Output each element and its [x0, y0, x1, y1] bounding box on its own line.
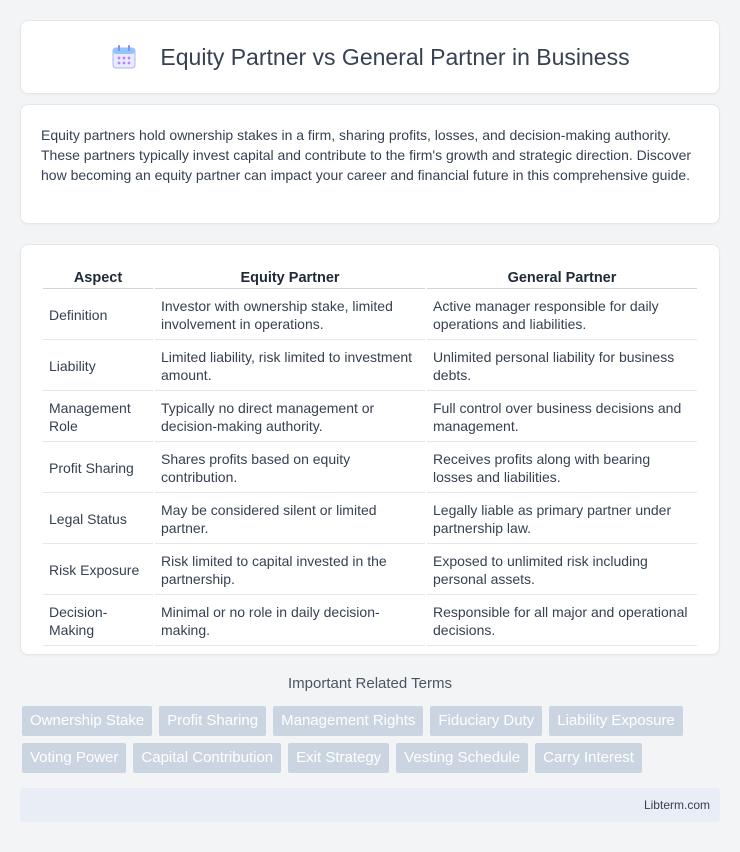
equity-cell: Risk limited to capital invested in the partnership. [155, 546, 425, 595]
aspect-cell: Liability [43, 342, 153, 391]
table-row [43, 546, 697, 595]
tag-row [22, 706, 722, 736]
aspect-cell: Decision-Making [43, 597, 153, 646]
equity-cell: Investor with ownership stake, limited involvement in operations. [155, 291, 425, 340]
aspect-cell: Profit Sharing [43, 444, 153, 493]
general-cell: Unlimited personal liability for business debts. [427, 342, 697, 391]
equity-cell: Typically no direct management or decision-making authority. [155, 393, 425, 442]
header-equity-partner: Equity Partner [155, 267, 425, 289]
comparison-table [41, 265, 699, 648]
header-aspect: Aspect [43, 267, 153, 289]
tag-row [22, 743, 722, 773]
tag-vesting-schedule[interactable]: Vesting Schedule [396, 743, 528, 773]
tag-ownership-stake[interactable]: Ownership Stake [22, 706, 152, 736]
tag-capital-contribution[interactable]: Capital Contribution [133, 743, 281, 773]
tag-carry-interest[interactable]: Carry Interest [535, 743, 642, 773]
equity-cell: Shares profits based on equity contribution. [155, 444, 425, 493]
related-terms-title: Important Related Terms [288, 675, 452, 692]
tag-liability-exposure[interactable]: Liability Exposure [549, 706, 683, 736]
page-title: Equity Partner vs General Partner in Business [160, 43, 630, 70]
equity-cell: May be considered silent or limited partner. [155, 495, 425, 544]
related-terms-tags [22, 706, 722, 780]
table-row [43, 495, 697, 544]
table-row [43, 444, 697, 493]
header-card [20, 20, 720, 94]
aspect-cell: Definition [43, 291, 153, 340]
intro-text: Equity partners hold ownership stakes in a firm, sharing profits, losses, and decision-making authority. These partners typically invest capital and contribute to the firm's growth and strategic direction. Discover how becoming an equity partner can impact your career and financial future in this comprehensive guide. [41, 127, 692, 183]
intro-card [20, 104, 720, 224]
header-general-partner: General Partner [427, 267, 697, 289]
tag-fiduciary-duty[interactable]: Fiduciary Duty [430, 706, 542, 736]
table-row [43, 393, 697, 442]
aspect-cell: Legal Status [43, 495, 153, 544]
table-row [43, 291, 697, 340]
general-cell: Exposed to unlimited risk including personal assets. [427, 546, 697, 595]
aspect-cell: Risk Exposure [43, 546, 153, 595]
footer [20, 788, 720, 822]
footer-link[interactable]: Libterm.com [643, 798, 710, 812]
general-cell: Legally liable as primary partner under partnership law. [427, 495, 697, 544]
tag-profit-sharing[interactable]: Profit Sharing [159, 706, 266, 736]
tag-management-rights[interactable]: Management Rights [273, 706, 423, 736]
equity-cell: Limited liability, risk limited to investment amount. [155, 342, 425, 391]
calendar-icon [110, 43, 138, 71]
comparison-card [20, 244, 720, 655]
general-cell: Full control over business decisions and management. [427, 393, 697, 442]
general-cell: Active manager responsible for daily operations and liabilities. [427, 291, 697, 340]
table-row [43, 597, 697, 646]
general-cell: Receives profits along with bearing losses and liabilities. [427, 444, 697, 493]
tag-exit-strategy[interactable]: Exit Strategy [288, 743, 389, 773]
table-row [43, 342, 697, 391]
tag-voting-power[interactable]: Voting Power [22, 743, 126, 773]
aspect-cell: Management Role [43, 393, 153, 442]
general-cell: Responsible for all major and operational decisions. [427, 597, 697, 646]
equity-cell: Minimal or no role in daily decision-making. [155, 597, 425, 646]
